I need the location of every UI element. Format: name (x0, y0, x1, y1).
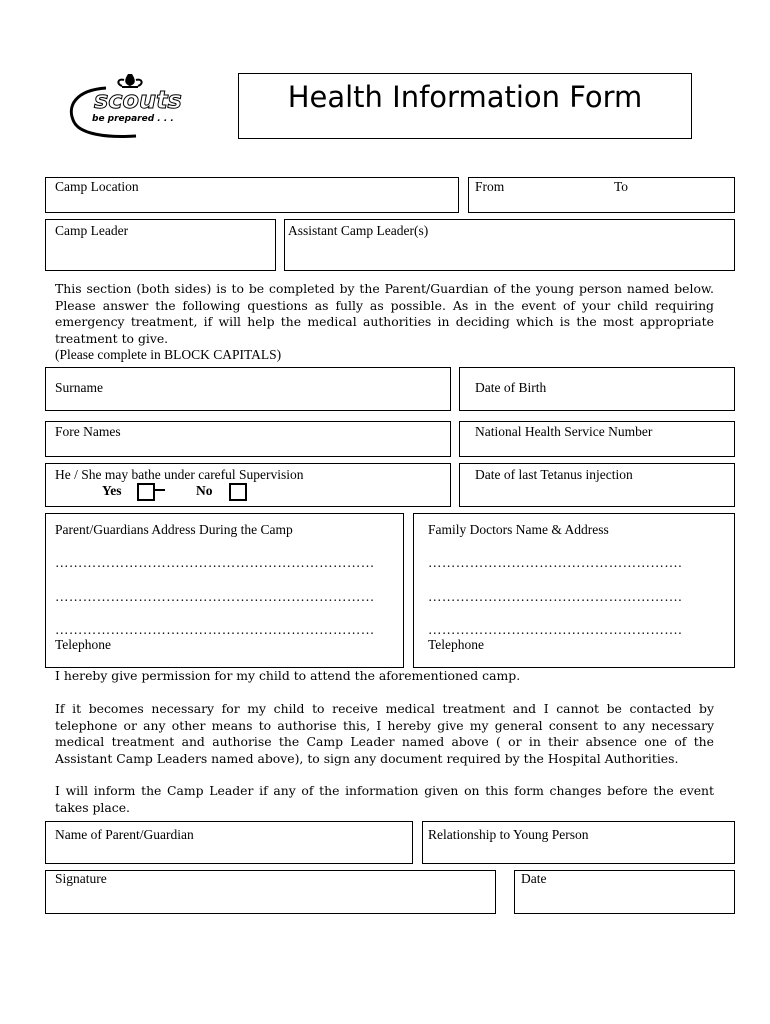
yes-checkbox[interactable] (137, 483, 155, 501)
fore-names-label: Fore Names (55, 424, 121, 439)
date-label: Date (521, 871, 547, 886)
to-label: To (614, 179, 629, 194)
parent-name-label: Name of Parent/Guardian (55, 827, 194, 842)
assistant-leader-label: Assistant Camp Leader(s) (288, 223, 429, 238)
inform-text: I will inform the Camp Leader if any of the information given on this form changes before the event takes place. (55, 783, 714, 815)
doctor-address-label: Family Doctors Name & Address (428, 522, 609, 537)
parent-telephone-label: Telephone (55, 637, 112, 652)
parent-address-line-3: …………………………………………………………… (55, 622, 375, 637)
checkbox-tick-mark (155, 489, 165, 491)
no-label: No (196, 483, 213, 498)
camp-location-label: Camp Location (55, 179, 139, 194)
no-checkbox[interactable] (229, 483, 247, 501)
parent-address-label: Parent/Guardians Address During the Camp (55, 522, 293, 537)
surname-field[interactable] (45, 367, 451, 411)
camp-leader-label: Camp Leader (55, 223, 129, 238)
doctor-telephone-label: Telephone (428, 637, 485, 652)
bathe-supervision-label: He / She may bathe under careful Supervision (55, 467, 304, 482)
doctor-address-line-2: ………………………………………………. (428, 589, 682, 604)
parent-address-line-2: …………………………………………………………… (55, 589, 375, 604)
logo-brand: scouts (94, 86, 182, 114)
signature-label: Signature (55, 871, 107, 886)
date-of-birth-label: Date of Birth (475, 380, 547, 395)
scouts-logo (66, 66, 206, 142)
date-field[interactable] (514, 870, 735, 914)
surname-label: Surname (55, 380, 103, 395)
parent-address-line-1: …………………………………………………………… (55, 555, 375, 570)
doctor-address-line-1: ………………………………………………. (428, 555, 682, 570)
medical-consent-text: If it becomes necessary for my child to receive medical treatment and I cannot be contacted by telephone or any other means to authorise this, I hereby give my general consent to any necessary medical treatment and authorise the Camp Leader named above ( or in their absence one of the Assistant Camp Leaders named above), to sign any document required by the Hospital Authorities. (55, 701, 714, 766)
from-label: From (475, 179, 505, 194)
yes-label: Yes (102, 483, 122, 498)
signature-field[interactable] (45, 870, 496, 914)
block-capitals-note: (Please complete in BLOCK CAPITALS) (55, 347, 282, 362)
camp-dates-field[interactable] (468, 177, 735, 213)
tetanus-date-label: Date of last Tetanus injection (475, 467, 633, 482)
doctor-address-line-3: ………………………………………………. (428, 622, 682, 637)
nhs-number-label: National Health Service Number (475, 424, 653, 439)
page-title: Health Information Form (238, 73, 692, 139)
relationship-label: Relationship to Young Person (428, 827, 589, 842)
intro-paragraph: This section (both sides) is to be completed by the Parent/Guardian of the young person named below. Please answer the following questions as fully as possible. As in the event of your child requiring emergency treatment, if will help the medical authorities in deciding which is the most appropriate treatment to give. (55, 281, 714, 346)
permission-text: I hereby give permission for my child to attend the aforementioned camp. (55, 668, 521, 683)
logo-tagline: be prepared . . . (92, 114, 174, 124)
